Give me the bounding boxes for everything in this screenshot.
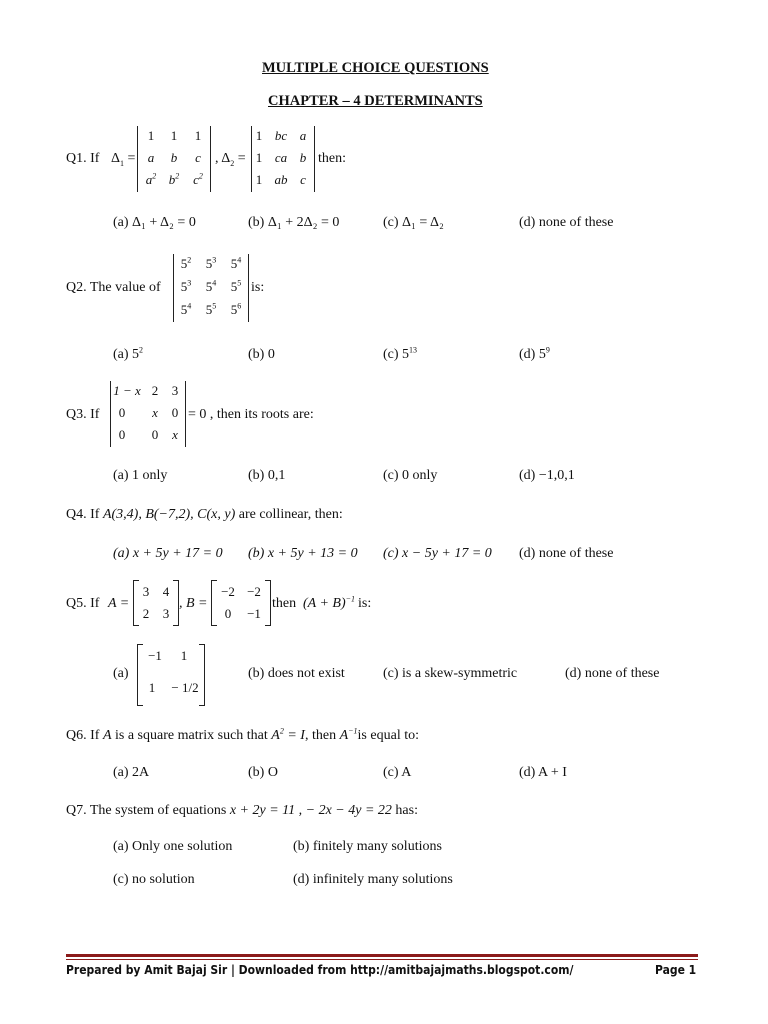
matrix-cell: −1 — [148, 648, 162, 663]
q5-option-d: (d) none of these — [565, 666, 660, 681]
det-cell: $5^3$ — [205, 255, 217, 271]
det-cell: 0 — [118, 405, 126, 420]
q5-option-a-matrix — [137, 644, 205, 706]
det-cell: $a^2$ — [145, 171, 157, 187]
det-cell: 0 — [171, 405, 179, 420]
q5-matrix-a — [133, 580, 179, 626]
footer-rule-thin — [66, 959, 698, 960]
q2-determinant — [173, 254, 249, 322]
matrix-cell: 1 — [180, 648, 188, 663]
q2-prefix: Q2. The value of — [66, 280, 161, 295]
matrix-cell: 1 — [148, 680, 156, 695]
matrix-cell: −2 — [247, 584, 261, 599]
q2-option-d: (d) $5^9$ — [519, 345, 550, 362]
det-cell: 1 — [170, 128, 178, 143]
q1-suffix: then: — [318, 151, 346, 166]
q2-option-c: (c) $5^{13}$ — [383, 345, 418, 362]
q4-option-d: (d) none of these — [519, 546, 614, 561]
q6-option-c: (c) A — [383, 765, 412, 780]
det-cell: c — [195, 150, 201, 165]
q7-option-a: (a) Only one solution — [113, 839, 233, 854]
matrix-cell: − 1/2 — [171, 680, 199, 695]
det-cell: $5^2$ — [180, 255, 192, 271]
det-cell: 1 — [255, 150, 263, 165]
q5-matrix-b — [211, 580, 271, 626]
q2-suffix: is: — [251, 280, 265, 295]
q5-expression: $(A + B)^{-1}$ — [303, 594, 356, 611]
q4-option-c: (c) x − 5y + 17 = 0 — [383, 546, 492, 561]
q3-option-b: (b) 0,1 — [248, 468, 286, 483]
det-cell: $5^6$ — [230, 301, 242, 317]
det-cell: 0 — [118, 427, 126, 442]
det-cell: $5^5$ — [205, 301, 217, 317]
det-cell: 0 — [151, 427, 159, 442]
det-cell: c — [300, 172, 306, 187]
q1-prefix: Q1. If — [66, 151, 100, 166]
det-cell: 1 — [147, 128, 155, 143]
q6-inverse: $A^{-1}$ — [339, 726, 358, 743]
det-cell: $b^2$ — [168, 171, 180, 187]
det-cell: $5^5$ — [230, 278, 242, 294]
q4-text: Q4. If A(3,4), B(−7,2), C(x, y) are collinear, then: — [66, 507, 343, 522]
q4-points: A(3,4), B(−7,2), C(x, y) — [102, 507, 236, 522]
q5-then: then — [272, 596, 297, 611]
q5-option-b: (b) does not exist — [248, 666, 345, 681]
det-cell: ab — [274, 172, 288, 187]
q3-option-d: (d) −1,0,1 — [519, 468, 575, 483]
det-cell: 2 — [151, 383, 159, 398]
q3-option-a: (a) 1 only — [113, 468, 168, 483]
q2-option-b: (b) 0 — [248, 347, 275, 362]
q1-delta1-label: $\Delta_1$ = — [111, 151, 136, 168]
matrix-cell: 0 — [224, 606, 232, 621]
det-cell: $c^2$ — [193, 171, 203, 187]
matrix-cell: −1 — [247, 606, 261, 621]
q1-option-a: (a) Δ₁ + Δ₂ = 0 — [113, 215, 196, 230]
q4-option-b: (b) x + 5y + 13 = 0 — [248, 546, 358, 561]
det-cell: 1 — [255, 172, 263, 187]
matrix-cell: 3 — [142, 584, 150, 599]
det-cell: 3 — [171, 383, 179, 398]
det-cell: b — [170, 150, 178, 165]
q1-option-d: (d) none of these — [519, 215, 614, 230]
page-title: MULTIPLE CHOICE QUESTIONS — [262, 60, 489, 76]
det-cell: a — [299, 128, 307, 143]
q1-determinant-2 — [251, 126, 315, 192]
det-cell: 1 − x — [113, 383, 141, 398]
q5-suffix: is: — [358, 596, 372, 611]
q4-option-a: (a) x + 5y + 17 = 0 — [113, 546, 223, 561]
q3-determinant — [110, 381, 186, 447]
matrix-cell: 4 — [162, 584, 170, 599]
q5-a-label: A = — [108, 596, 130, 611]
det-cell: $5^4$ — [230, 255, 242, 271]
q6-condition: $A^2 = I$ — [271, 726, 305, 743]
q6-option-b: (b) O — [248, 765, 278, 780]
det-cell: b — [299, 150, 307, 165]
page-number: Page 1 — [655, 963, 697, 977]
q1-determinant-1 — [137, 126, 211, 192]
q3-prefix: Q3. If — [66, 407, 100, 422]
det-cell: 1 — [255, 128, 263, 143]
det-cell: bc — [274, 128, 288, 143]
footer-rule-thick — [66, 954, 698, 957]
q5-option-c: (c) is a skew-symmetric — [383, 666, 518, 681]
q6-text: Q6. If A is a square matrix such that $A^2 = I$, then $A^{-1}is$ equal to: — [66, 726, 419, 743]
q1-option-c: (c) Δ₁ = Δ₂ — [383, 215, 444, 230]
footer-credit: Prepared by Amit Bajaj Sir | Downloaded from http://amitbajajmaths.blogspot.com/ — [66, 963, 574, 977]
q1-option-b: (b) Δ₁ + 2Δ₂ = 0 — [248, 215, 340, 230]
q7-option-d: (d) infinitely many solutions — [293, 872, 453, 887]
q5-prefix: Q5. If — [66, 596, 100, 611]
det-cell: $5^4$ — [205, 278, 217, 294]
det-cell: ca — [274, 150, 288, 165]
q7-equations: x + 2y = 11 , − 2x − 4y = 22 — [229, 803, 392, 818]
det-cell: x — [172, 427, 178, 442]
q3-option-c: (c) 0 only — [383, 468, 438, 483]
q7-option-b: (b) finitely many solutions — [293, 839, 442, 854]
matrix-cell: 3 — [162, 606, 170, 621]
q5-option-a-label: (a) — [113, 666, 129, 681]
det-cell: $5^4$ — [180, 301, 192, 317]
q3-suffix: = 0 , then its roots are: — [188, 407, 314, 422]
q6-option-d: (d) A + I — [519, 765, 567, 780]
q6-option-a: (a) 2A — [113, 765, 150, 780]
q7-text: Q7. The system of equations x + 2y = 11 , − 2x − 4y = 22 has: — [66, 803, 418, 818]
matrix-cell: 2 — [142, 606, 150, 621]
q7-option-c: (c) no solution — [113, 872, 195, 887]
chapter-title: CHAPTER – 4 DETERMINANTS — [268, 93, 483, 109]
det-cell: a — [147, 150, 155, 165]
q2-option-a: (a) $5^2$ — [113, 345, 144, 362]
q5-b-label: , B = — [179, 596, 208, 611]
q1-separator: , $\Delta_2$ = — [215, 151, 246, 168]
matrix-cell: −2 — [221, 584, 235, 599]
det-cell: 1 — [194, 128, 202, 143]
det-cell: $5^3$ — [180, 278, 192, 294]
det-cell: x — [152, 405, 158, 420]
